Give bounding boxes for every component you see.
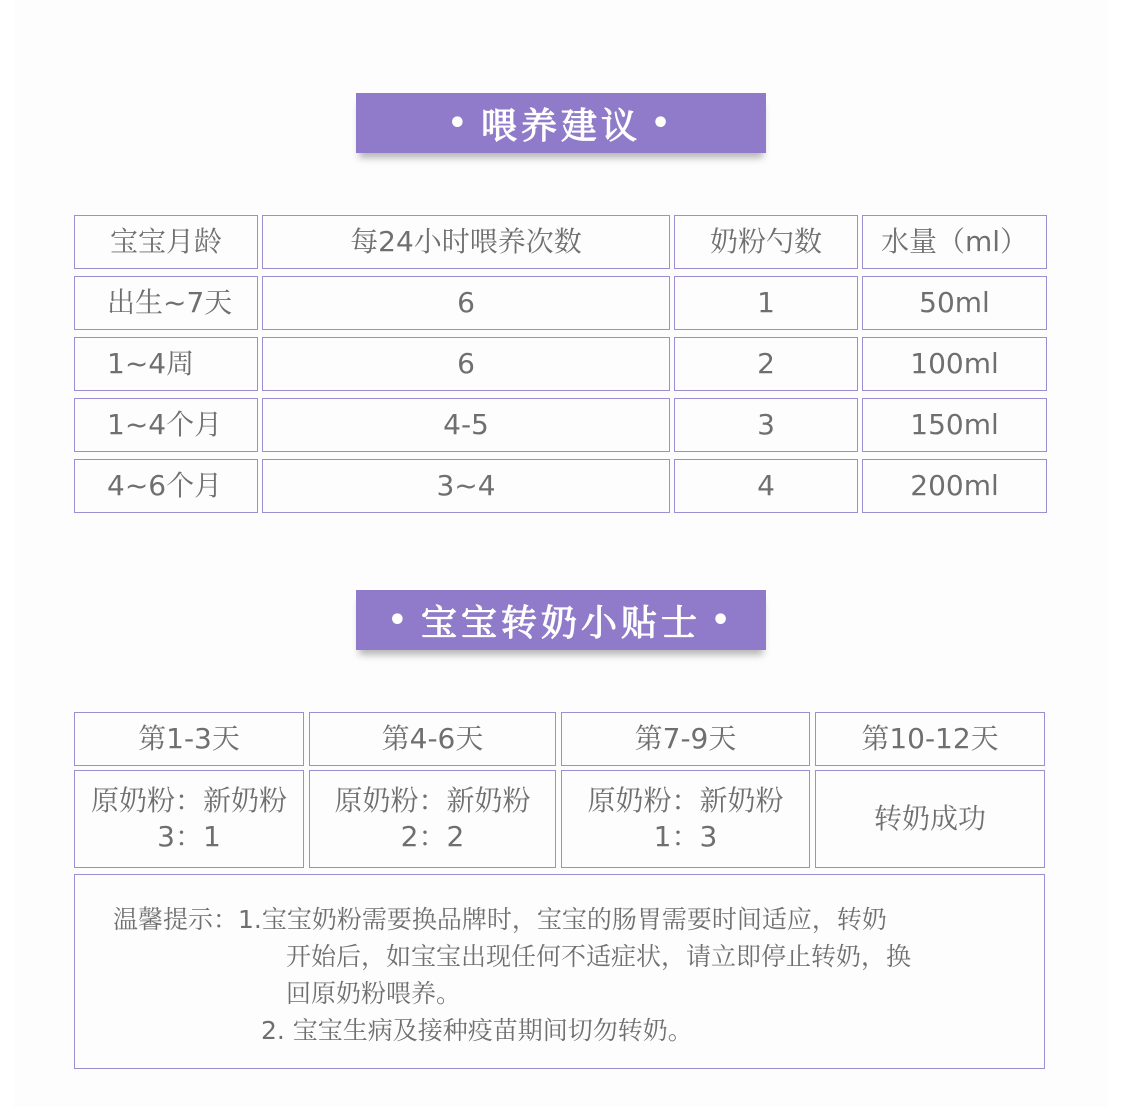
table-cell: 200ml (862, 459, 1047, 513)
feeding-header-times: 每24小时喂养次数 (262, 215, 670, 269)
tip-line-3: 回原奶粉喂养。 (286, 979, 462, 1008)
table-cell: 6 (262, 337, 670, 391)
table-cell: 4-5 (262, 398, 670, 452)
table-cell: 50ml (862, 276, 1047, 330)
success-text: 转奶成功 (873, 802, 986, 835)
table-cell: 3~4 (262, 459, 670, 513)
tips-label: 温馨提示： (113, 905, 239, 934)
feeding-header-scoops: 奶粉勺数 (674, 215, 858, 269)
table-cell: 150ml (862, 398, 1047, 452)
table-cell: 3 (674, 398, 858, 452)
section-title-text: 喂养建议 (480, 105, 641, 147)
transition-header-day7-9: 第7-9天 (561, 712, 810, 766)
transition-cell (561, 770, 810, 868)
section-title-transition (356, 590, 766, 650)
ratio-value: 2：2 (400, 820, 465, 853)
tip-line-1 (113, 901, 1024, 938)
ratio-label: 原奶粉：新奶粉 (90, 784, 287, 817)
table-cell: 4~6个月 (74, 459, 258, 513)
title-dot-left: • (447, 105, 471, 141)
table-cell: 1~4周 (74, 337, 258, 391)
ratio-label: 原奶粉：新奶粉 (587, 784, 784, 817)
title-dot-left: • (387, 602, 411, 638)
transition-cell (309, 770, 556, 868)
title-dot-right: • (651, 105, 675, 141)
table-cell: 4 (674, 459, 858, 513)
section-title-feeding (356, 93, 766, 153)
ratio-label: 原奶粉：新奶粉 (334, 784, 531, 817)
transition-cell (74, 770, 304, 868)
table-cell: 6 (262, 276, 670, 330)
section-title-text: 宝宝转奶小贴士 (420, 602, 701, 644)
tip-line-2: 开始后，如宝宝出现任何不适症状，请立即停止转奶，换 (286, 942, 912, 971)
table-cell: 出生~7天 (74, 276, 258, 330)
transition-header-day4-6: 第4-6天 (309, 712, 556, 766)
table-cell: 2 (674, 337, 858, 391)
tip-text: 1.宝宝奶粉需要换品牌时，宝宝的肠胃需要时间适应，转奶 (238, 905, 887, 934)
ratio-value: 3：1 (157, 820, 221, 853)
feeding-header-age: 宝宝月龄 (74, 215, 258, 269)
title-dot-right: • (711, 602, 735, 638)
tips-box (74, 874, 1045, 1069)
transition-header-day1-3: 第1-3天 (74, 712, 304, 766)
tip-line-4: 2. 宝宝生病及接种疫苗期间切勿转奶。 (261, 1016, 693, 1045)
transition-cell-success (815, 770, 1045, 868)
ratio-value: 1：3 (653, 820, 718, 853)
table-cell: 1 (674, 276, 858, 330)
transition-header-day10-12: 第10-12天 (815, 712, 1045, 766)
feeding-header-water: 水量（ml） (862, 215, 1047, 269)
table-cell: 100ml (862, 337, 1047, 391)
table-cell: 1~4个月 (74, 398, 258, 452)
